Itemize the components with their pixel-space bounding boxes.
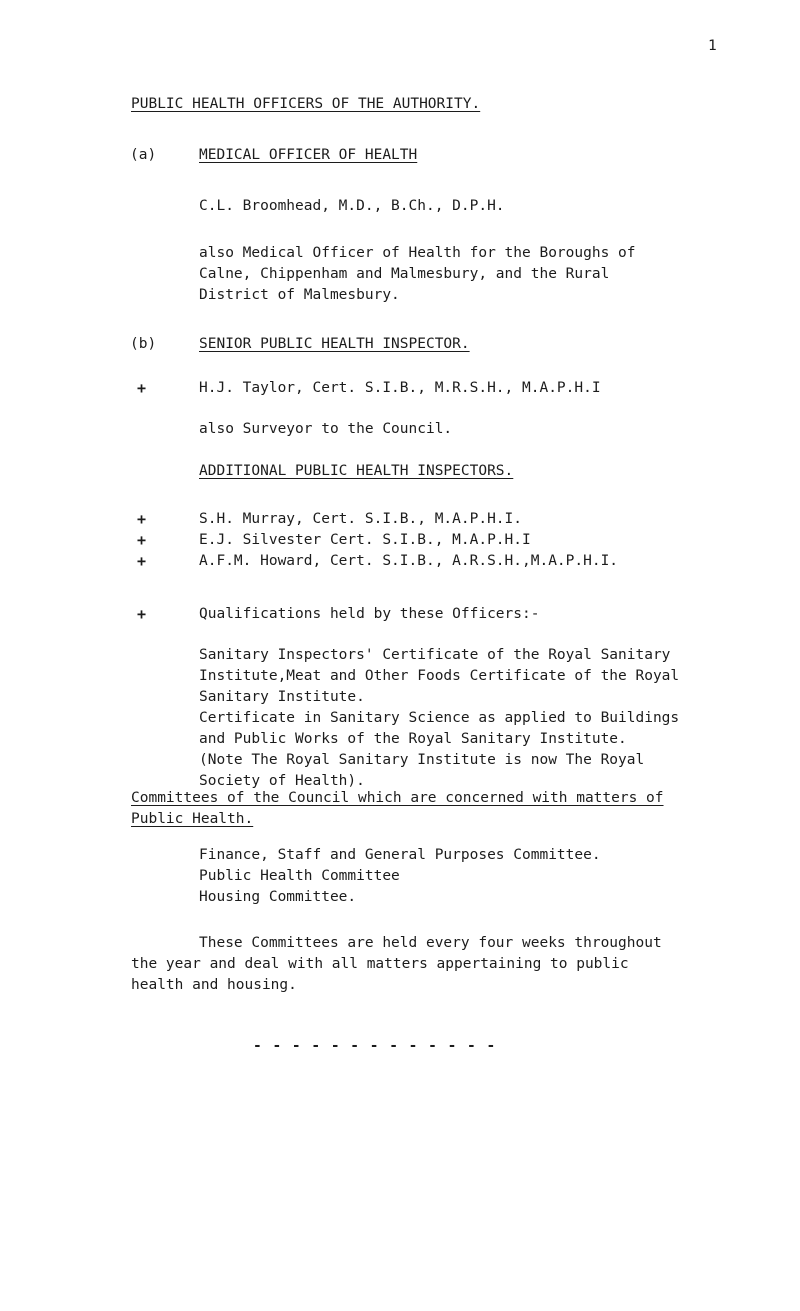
qualifications-intro: Qualifications held by these Officers:- — [199, 606, 540, 622]
qualification-marker: + — [137, 552, 147, 570]
senior-inspector-name: H.J. Taylor, Cert. S.I.B., M.R.S.H., M.A.P.H.I — [199, 380, 601, 396]
committee-item: Finance, Staff and General Purposes Committee. — [199, 847, 601, 863]
medical-officer-note — [199, 243, 636, 306]
note-line: Calne, Chippenham and Malmesbury, and the Rural — [199, 266, 610, 282]
committee-item: Public Health Committee — [199, 868, 400, 884]
committees-heading-line: Public Health. — [131, 811, 254, 827]
closing-line: These Committees are held every four weeks throughout — [199, 935, 662, 951]
page-number: 1 — [708, 38, 717, 54]
inspector-entry: E.J. Silvester Cert. S.I.B., M.A.P.H.I — [199, 532, 531, 548]
qualification-line: Institute,Meat and Other Foods Certificate of the Royal — [199, 668, 680, 684]
qualification-line: and Public Works of the Royal Sanitary Institute. — [199, 731, 627, 747]
qualification-marker: + — [137, 531, 147, 549]
committees-heading-line: Committees of the Council which are concerned with matters of — [131, 790, 664, 806]
committees-closing — [131, 933, 662, 996]
closing-line: the year and deal with all matters appertaining to public — [131, 956, 629, 972]
inspector-entry: S.H. Murray, Cert. S.I.B., M.A.P.H.I. — [199, 511, 523, 527]
section-b-title: SENIOR PUBLIC HEALTH INSPECTOR. — [199, 336, 470, 352]
inspector-entry: A.F.M. Howard, Cert. S.I.B., A.R.S.H.,M.A.P.H.I. — [199, 553, 619, 569]
committee-item: Housing Committee. — [199, 889, 357, 905]
qualifications-text — [199, 645, 679, 792]
qualification-line: Sanitary Institute. — [199, 689, 365, 705]
medical-officer-name: C.L. Broomhead, M.D., B.Ch., D.P.H. — [199, 198, 505, 214]
committees-heading — [131, 788, 664, 830]
page-heading: PUBLIC HEALTH OFFICERS OF THE AUTHORITY. — [131, 96, 481, 112]
qualification-marker: + — [137, 510, 147, 528]
closing-line: health and housing. — [131, 977, 297, 993]
section-a-title: MEDICAL OFFICER OF HEALTH — [199, 147, 418, 163]
qualification-line: Sanitary Inspectors' Certificate of the Royal Sanitary — [199, 647, 671, 663]
section-divider: - - - - - - - - - - - - - — [253, 1038, 497, 1054]
qualification-line: (Note The Royal Sanitary Institute is now The Royal — [199, 752, 645, 768]
qualification-marker: + — [137, 379, 147, 397]
qualification-line: Society of Health). — [199, 773, 365, 789]
qualification-line: Certificate in Sanitary Science as applied to Buildings — [199, 710, 680, 726]
section-b-label: (b) — [130, 336, 157, 352]
qualification-marker: + — [137, 605, 147, 623]
senior-inspector-note: also Surveyor to the Council. — [199, 421, 453, 437]
committees-list — [199, 845, 601, 908]
note-line: also Medical Officer of Health for the Boroughs of — [199, 245, 636, 261]
additional-inspectors-title: ADDITIONAL PUBLIC HEALTH INSPECTORS. — [199, 463, 514, 479]
section-a-label: (a) — [130, 147, 157, 163]
note-line: District of Malmesbury. — [199, 287, 400, 303]
